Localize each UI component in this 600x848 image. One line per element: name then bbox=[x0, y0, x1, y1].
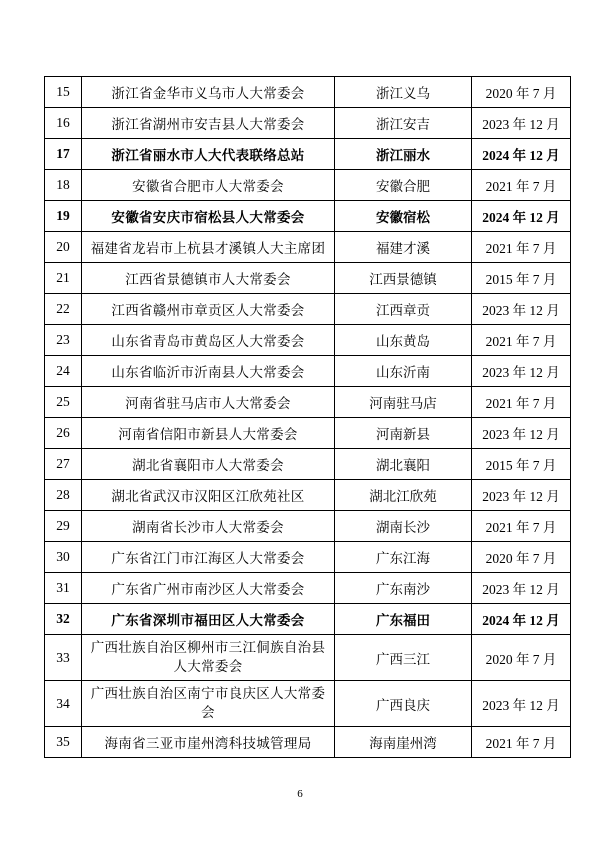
unit-name-cell: 湖南省长沙市人大常委会 bbox=[82, 511, 335, 542]
date-cell: 2023 年 12 月 bbox=[472, 681, 571, 727]
unit-name-cell: 湖北省武汉市汉阳区江欣苑社区 bbox=[82, 480, 335, 511]
short-name-cell: 广西良庆 bbox=[335, 681, 472, 727]
table-row bbox=[45, 573, 571, 604]
row-number-cell: 26 bbox=[45, 418, 82, 449]
short-name-cell: 安徽合肥 bbox=[335, 170, 472, 201]
unit-name-cell: 广东省江门市江海区人大常委会 bbox=[82, 542, 335, 573]
contact-point-table bbox=[44, 76, 571, 758]
date-cell: 2024 年 12 月 bbox=[472, 201, 571, 232]
date-cell: 2020 年 7 月 bbox=[472, 77, 571, 108]
date-cell: 2021 年 7 月 bbox=[472, 170, 571, 201]
date-cell: 2015 年 7 月 bbox=[472, 449, 571, 480]
table-row bbox=[45, 604, 571, 635]
short-name-cell: 浙江安吉 bbox=[335, 108, 472, 139]
short-name-cell: 河南驻马店 bbox=[335, 387, 472, 418]
unit-name-cell: 河南省信阳市新县人大常委会 bbox=[82, 418, 335, 449]
row-number-cell: 31 bbox=[45, 573, 82, 604]
short-name-cell: 江西景德镇 bbox=[335, 263, 472, 294]
row-number-cell: 35 bbox=[45, 727, 82, 758]
table-row bbox=[45, 542, 571, 573]
unit-name-cell: 广东省深圳市福田区人大常委会 bbox=[82, 604, 335, 635]
table-row bbox=[45, 727, 571, 758]
date-cell: 2024 年 12 月 bbox=[472, 139, 571, 170]
short-name-cell: 广东南沙 bbox=[335, 573, 472, 604]
row-number-cell: 25 bbox=[45, 387, 82, 418]
row-number-cell: 27 bbox=[45, 449, 82, 480]
date-cell: 2023 年 12 月 bbox=[472, 480, 571, 511]
unit-name-cell: 广东省广州市南沙区人大常委会 bbox=[82, 573, 335, 604]
row-number-cell: 33 bbox=[45, 635, 82, 681]
date-cell: 2015 年 7 月 bbox=[472, 263, 571, 294]
row-number-cell: 21 bbox=[45, 263, 82, 294]
unit-name-cell: 浙江省金华市义乌市人大常委会 bbox=[82, 77, 335, 108]
short-name-cell: 海南崖州湾 bbox=[335, 727, 472, 758]
table-row bbox=[45, 325, 571, 356]
short-name-cell: 广东福田 bbox=[335, 604, 472, 635]
date-cell: 2021 年 7 月 bbox=[472, 511, 571, 542]
table-row bbox=[45, 108, 571, 139]
unit-name-cell: 海南省三亚市崖州湾科技城管理局 bbox=[82, 727, 335, 758]
short-name-cell: 湖北江欣苑 bbox=[335, 480, 472, 511]
date-cell: 2023 年 12 月 bbox=[472, 108, 571, 139]
table-row bbox=[45, 387, 571, 418]
table-row bbox=[45, 263, 571, 294]
table-row bbox=[45, 356, 571, 387]
date-cell: 2020 年 7 月 bbox=[472, 635, 571, 681]
unit-name-cell: 安徽省合肥市人大常委会 bbox=[82, 170, 335, 201]
date-cell: 2023 年 12 月 bbox=[472, 356, 571, 387]
row-number-cell: 24 bbox=[45, 356, 82, 387]
date-cell: 2023 年 12 月 bbox=[472, 573, 571, 604]
short-name-cell: 广西三江 bbox=[335, 635, 472, 681]
unit-name-cell: 湖北省襄阳市人大常委会 bbox=[82, 449, 335, 480]
row-number-cell: 23 bbox=[45, 325, 82, 356]
table-row bbox=[45, 480, 571, 511]
short-name-cell: 江西章贡 bbox=[335, 294, 472, 325]
short-name-cell: 山东黄岛 bbox=[335, 325, 472, 356]
table-row bbox=[45, 170, 571, 201]
date-cell: 2021 年 7 月 bbox=[472, 387, 571, 418]
unit-name-cell: 江西省赣州市章贡区人大常委会 bbox=[82, 294, 335, 325]
table-body bbox=[45, 77, 571, 758]
short-name-cell: 浙江义乌 bbox=[335, 77, 472, 108]
date-cell: 2023 年 12 月 bbox=[472, 418, 571, 449]
table-row bbox=[45, 511, 571, 542]
table-row bbox=[45, 201, 571, 232]
unit-name-cell: 浙江省湖州市安吉县人大常委会 bbox=[82, 108, 335, 139]
short-name-cell: 广东江海 bbox=[335, 542, 472, 573]
row-number-cell: 18 bbox=[45, 170, 82, 201]
unit-name-cell: 山东省青岛市黄岛区人大常委会 bbox=[82, 325, 335, 356]
unit-name-cell: 广西壮族自治区柳州市三江侗族自治县人大常委会 bbox=[82, 635, 335, 681]
table-row bbox=[45, 449, 571, 480]
unit-name-cell: 广西壮族自治区南宁市良庆区人大常委会 bbox=[82, 681, 335, 727]
table-row bbox=[45, 635, 571, 681]
row-number-cell: 17 bbox=[45, 139, 82, 170]
date-cell: 2024 年 12 月 bbox=[472, 604, 571, 635]
row-number-cell: 32 bbox=[45, 604, 82, 635]
row-number-cell: 34 bbox=[45, 681, 82, 727]
short-name-cell: 福建才溪 bbox=[335, 232, 472, 263]
table-row bbox=[45, 681, 571, 727]
row-number-cell: 15 bbox=[45, 77, 82, 108]
date-cell: 2021 年 7 月 bbox=[472, 727, 571, 758]
unit-name-cell: 河南省驻马店市人大常委会 bbox=[82, 387, 335, 418]
table-row bbox=[45, 418, 571, 449]
short-name-cell: 山东沂南 bbox=[335, 356, 472, 387]
row-number-cell: 19 bbox=[45, 201, 82, 232]
date-cell: 2023 年 12 月 bbox=[472, 294, 571, 325]
table-row bbox=[45, 77, 571, 108]
table-row bbox=[45, 232, 571, 263]
short-name-cell: 河南新县 bbox=[335, 418, 472, 449]
row-number-cell: 22 bbox=[45, 294, 82, 325]
row-number-cell: 20 bbox=[45, 232, 82, 263]
row-number-cell: 16 bbox=[45, 108, 82, 139]
row-number-cell: 29 bbox=[45, 511, 82, 542]
date-cell: 2021 年 7 月 bbox=[472, 232, 571, 263]
unit-name-cell: 山东省临沂市沂南县人大常委会 bbox=[82, 356, 335, 387]
short-name-cell: 浙江丽水 bbox=[335, 139, 472, 170]
short-name-cell: 湖北襄阳 bbox=[335, 449, 472, 480]
date-cell: 2020 年 7 月 bbox=[472, 542, 571, 573]
unit-name-cell: 浙江省丽水市人大代表联络总站 bbox=[82, 139, 335, 170]
row-number-cell: 28 bbox=[45, 480, 82, 511]
table-row bbox=[45, 139, 571, 170]
short-name-cell: 湖南长沙 bbox=[335, 511, 472, 542]
page-number: 6 bbox=[297, 788, 303, 800]
unit-name-cell: 福建省龙岩市上杭县才溪镇人大主席团 bbox=[82, 232, 335, 263]
date-cell: 2021 年 7 月 bbox=[472, 325, 571, 356]
short-name-cell: 安徽宿松 bbox=[335, 201, 472, 232]
table-row bbox=[45, 294, 571, 325]
unit-name-cell: 安徽省安庆市宿松县人大常委会 bbox=[82, 201, 335, 232]
unit-name-cell: 江西省景德镇市人大常委会 bbox=[82, 263, 335, 294]
row-number-cell: 30 bbox=[45, 542, 82, 573]
